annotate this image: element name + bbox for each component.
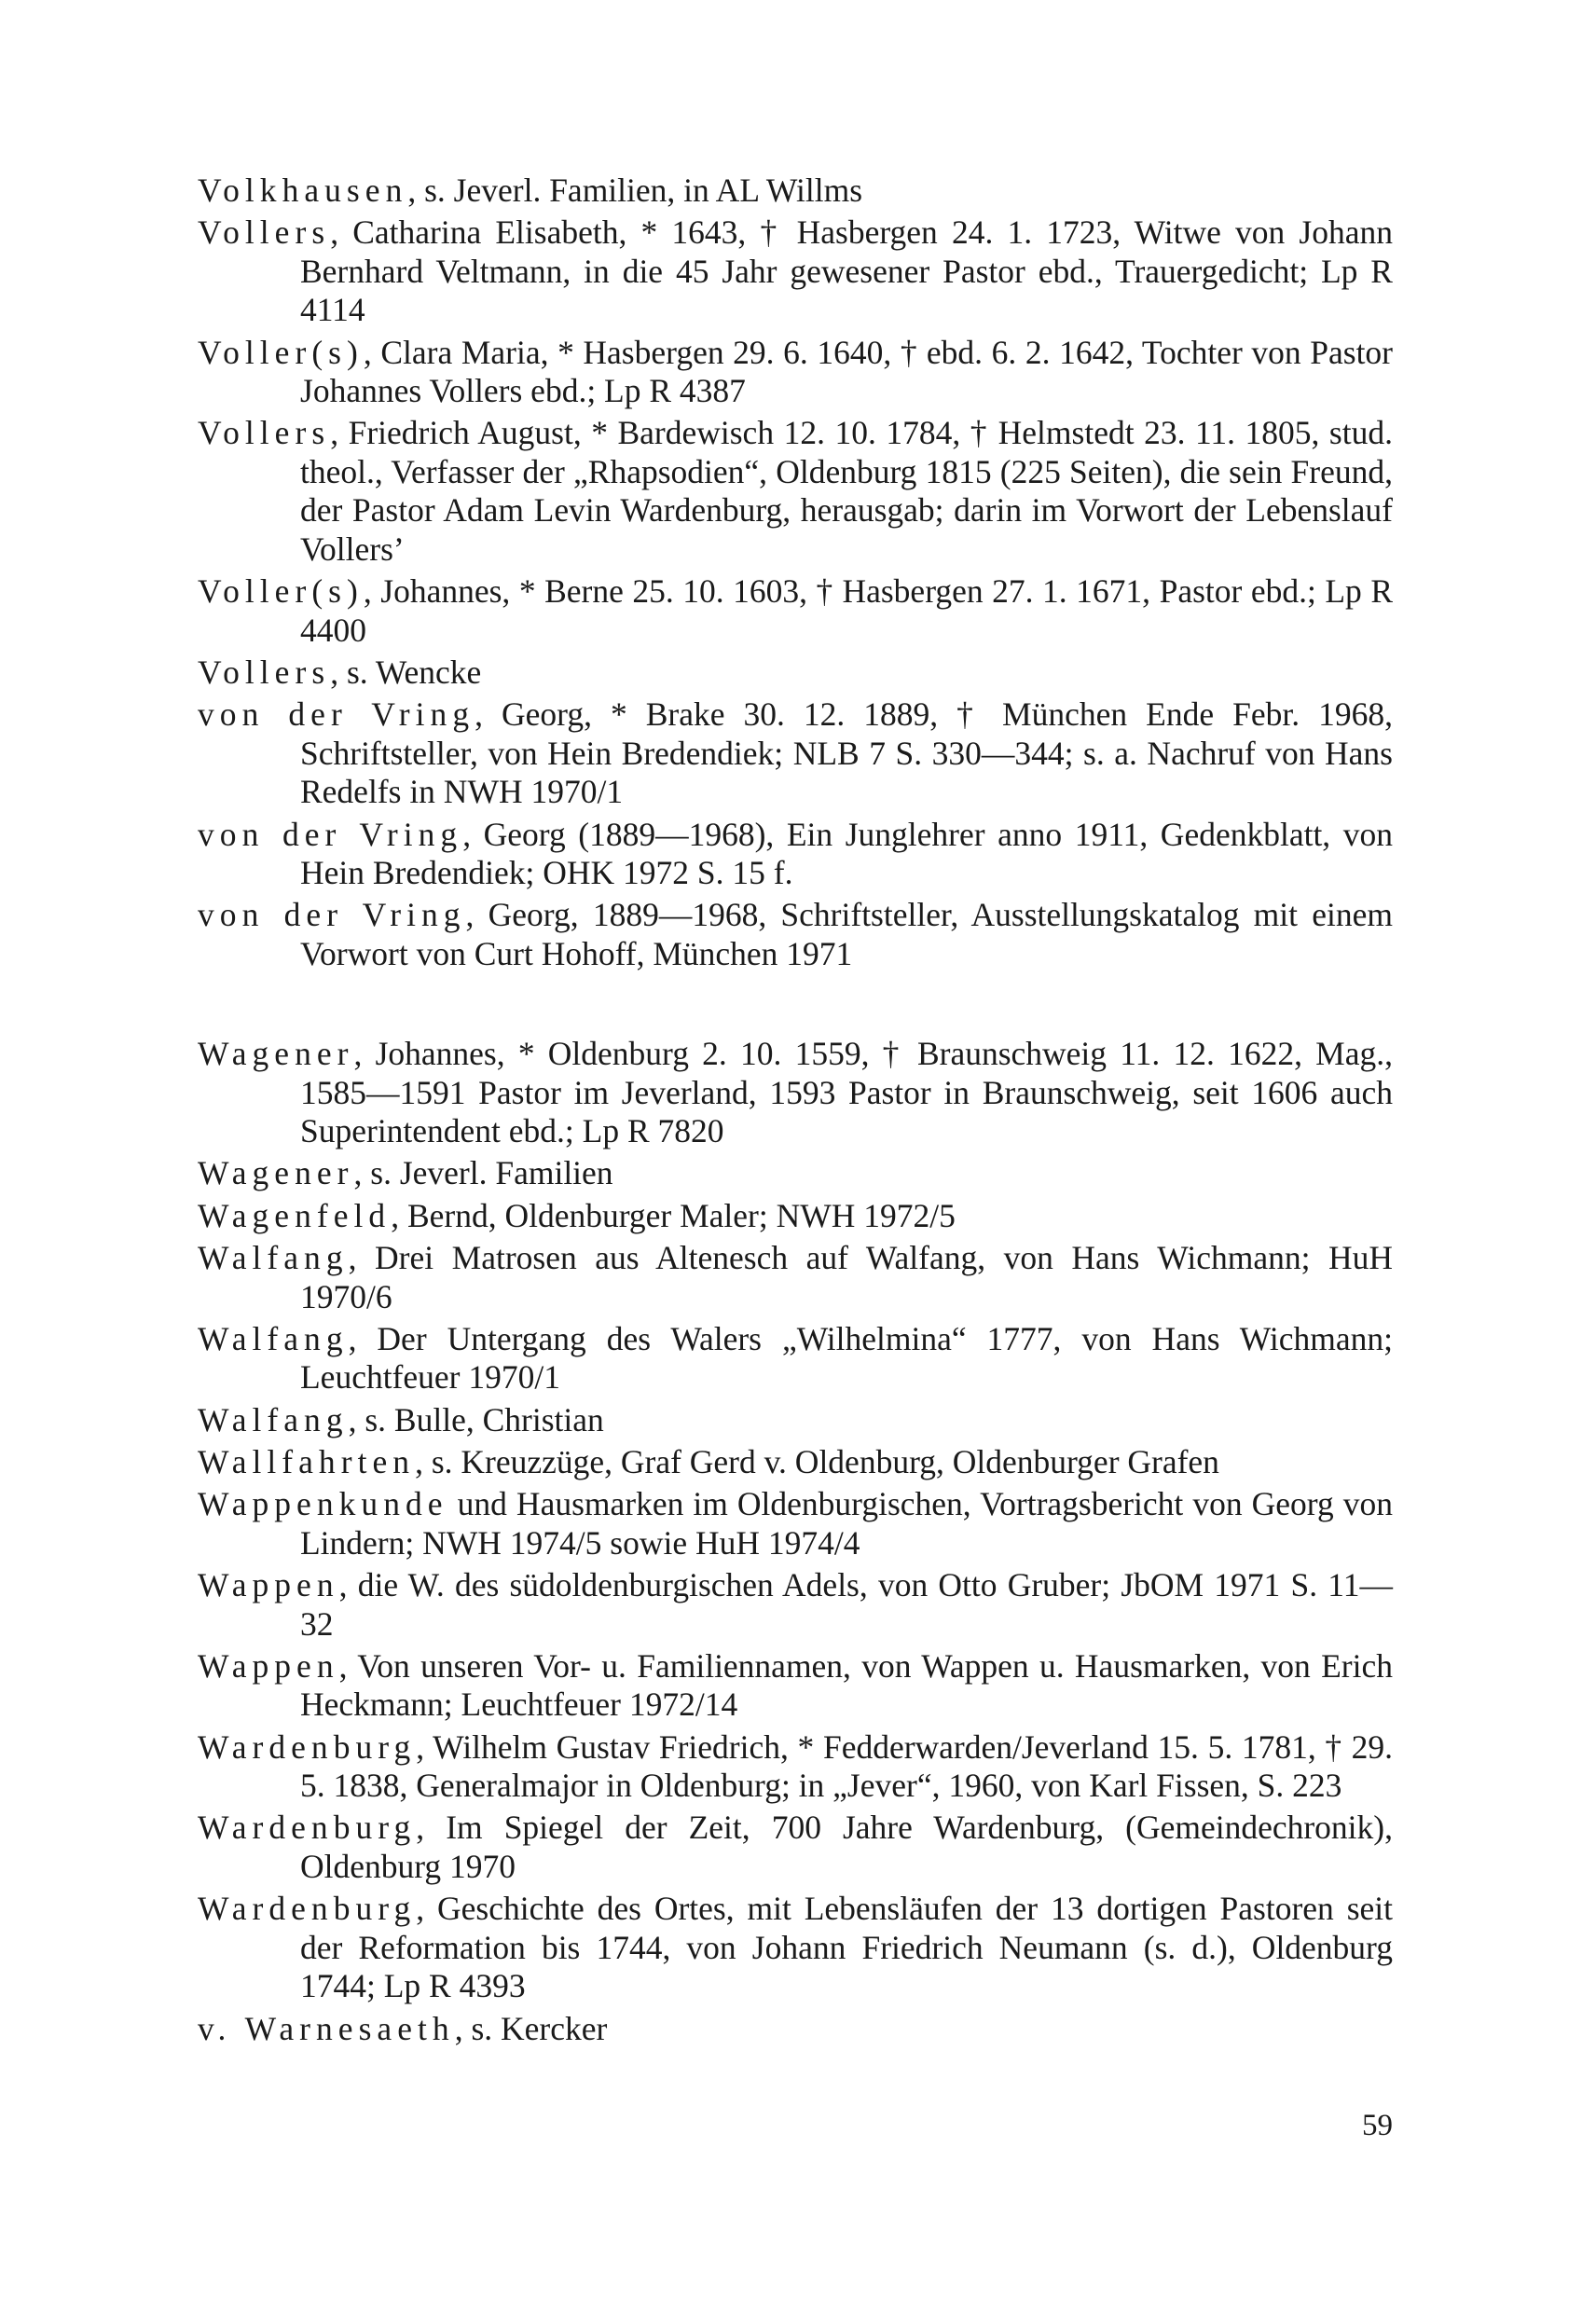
register-entry [198, 1890, 1393, 2006]
entry-headword: Voller(s) [198, 572, 364, 611]
section-w-entries [198, 1035, 1393, 2048]
section-gap [198, 977, 1393, 1035]
entry-text: , Clara Maria, * Hasbergen 29. 6. 1640, † ebd. 6. 2. 1642, Tochter von Pastor Johannes Vollers ebd.; Lp R 4387 [300, 333, 1393, 410]
page-number: 59 [1362, 2109, 1393, 2142]
entry-headword: Walfang [198, 1400, 349, 1438]
entry-text: , Georg (1889—1968), Ein Junglehrer anno 1911, Gedenkblatt, von Hein Bredendiek; OHK 1972 S. 15 f. [300, 815, 1393, 892]
section-v-entries [198, 172, 1393, 973]
entry-text: , Johannes, * Berne 25. 10. 1603, † Hasbergen 27. 1. 1671, Pastor ebd.; Lp R 4400 [300, 572, 1393, 649]
entry-text: , Wilhelm Gustav Friedrich, * Fedderwarden/Jeverland 15. 5. 1781, † 29. 5. 1838, Generalmajor in Oldenburg; in „Jever“, 1960, von Karl Fissen, S. 223 [300, 1727, 1393, 1805]
entry-headword: Wappenkunde [198, 1485, 448, 1523]
entry-headword: Wagenfeld [198, 1196, 392, 1234]
entry-text: , s. Kercker [454, 2009, 608, 2047]
entry-text: , s. Jeverl. Familien, in AL Willms [407, 172, 863, 209]
entry-text: , s. Wencke [330, 653, 482, 691]
entry-text: , Johannes, * Oldenburg 2. 10. 1559, † Braunschweig 11. 12. 1622, Mag., 1585—1591 Pastor im Jeverland, 1593 Pastor in Braunschweig, seit 1606 auch Superintendent ebd.; Lp R 7820 [300, 1035, 1393, 1150]
register-entry [198, 213, 1393, 330]
entry-headword: von der Vring [198, 896, 466, 934]
entry-headword: Wappen [198, 1566, 339, 1604]
register-entry [198, 1485, 1393, 1562]
entry-text: , Catharina Elisabeth, * 1643, † Hasbergen 24. 1. 1723, Witwe von Johann Bernhard Veltmann, in die 45 Jahr gewesener Pastor ebd., Trauergedicht; Lp R 4114 [300, 213, 1393, 329]
register-entry [198, 414, 1393, 569]
entry-headword: Voller(s) [198, 333, 364, 371]
register-entry [198, 1320, 1393, 1397]
entry-headword: Vollers [198, 213, 331, 252]
entry-text: , Bernd, Oldenburger Maler; NWH 1972/5 [391, 1196, 956, 1234]
entry-text: und Hausmarken im Oldenburgischen, Vortragsbericht von Georg von Lindern; NWH 1974/5 sowie HuH 1974/4 [300, 1485, 1393, 1562]
entry-headword: Vollers [198, 414, 331, 452]
entry-headword: v. Warnesaeth [198, 2009, 455, 2047]
register-entry [198, 572, 1393, 650]
entry-headword: Vollers [198, 653, 331, 691]
entry-text: , die W. des südoldenburgischen Adels, von Otto Gruber; JbOM 1971 S. 11—32 [300, 1566, 1393, 1643]
register-entry [198, 334, 1393, 411]
entry-headword: Wallfahrten [198, 1442, 416, 1480]
entry-headword: Wardenburg [198, 1890, 417, 1928]
entry-text: , Georg, 1889—1968, Schriftsteller, Ausstellungskatalog mit einem Vorwort von Curt Hohoff, München 1971 [300, 896, 1393, 972]
entry-text: , Im Spiegel der Zeit, 700 Jahre Wardenburg, (Gemeindechronik), Oldenburg 1970 [300, 1809, 1393, 1885]
entry-headword: Wagener [198, 1035, 354, 1073]
entry-text: , Von unseren Vor- u. Familiennamen, von Wappen u. Hausmarken, von Erich Heckmann; Leuchtfeuer 1972/14 [300, 1646, 1393, 1724]
register-entry [198, 816, 1393, 893]
register-entry [198, 1035, 1393, 1151]
register-entry [198, 654, 1393, 693]
entry-text: , Der Untergang des Walers „Wilhelmina“ 1777, von Hans Wichmann; Leuchtfeuer 1970/1 [300, 1319, 1393, 1397]
entry-text: , Georg, * Brake 30. 12. 1889, † München Ende Febr. 1968, Schriftsteller, von Hein Bredendiek; NLB 7 S. 330—344; s. a. Nachruf von Hans Redelfs in NWH 1970/1 [300, 695, 1393, 811]
register-entry [198, 1443, 1393, 1482]
entry-text: , Drei Matrosen aus Altenesch auf Walfang, von Hans Wichmann; HuH 1970/6 [300, 1239, 1393, 1315]
register-entry [198, 1728, 1393, 1806]
entry-headword: von der Vring [198, 695, 475, 734]
register-entry [198, 2010, 1393, 2049]
register-entry [198, 172, 1393, 211]
entry-headword: Wardenburg [198, 1809, 417, 1847]
register-entry [198, 1647, 1393, 1725]
entry-headword: Walfang [198, 1239, 349, 1277]
entry-text: , s. Kreuzzüge, Graf Gerd v. Oldenburg, Oldenburger Grafen [415, 1442, 1219, 1480]
entry-headword: Walfang [198, 1319, 349, 1357]
register-entry [198, 1239, 1393, 1316]
entry-headword: Wappen [198, 1646, 339, 1685]
entry-text: , s. Jeverl. Familien [353, 1154, 613, 1192]
register-entry [198, 695, 1393, 812]
register-entry [198, 1154, 1393, 1193]
entry-text: , Geschichte des Ortes, mit Lebensläufen der 13 dortigen Pastoren seit der Reformation bis 1744, von Johann Friedrich Neumann (s. d.), Oldenburg 1744; Lp R 4393 [300, 1890, 1393, 2005]
entry-headword: Wardenburg [198, 1727, 417, 1766]
entry-headword: Wagener [198, 1154, 354, 1192]
entry-text: , s. Bulle, Christian [348, 1400, 604, 1438]
entry-headword: Volkhausen [198, 172, 408, 209]
register-entry [198, 1401, 1393, 1440]
register-entry [198, 1566, 1393, 1644]
register-entry [198, 896, 1393, 973]
register-entry [198, 1809, 1393, 1886]
entry-text: , Friedrich August, * Bardewisch 12. 10. 1784, † Helmstedt 23. 11. 1805, stud. theol., Verfasser der „Rhapsodien“, Oldenburg 1815 (225 Seiten), die sein Freund, der Pastor Adam Levin Wardenburg, herausgab; darin im Vorwort der Lebenslauf Vollers’ [300, 414, 1393, 568]
register-entry [198, 1197, 1393, 1236]
entry-headword: von der Vring [198, 815, 463, 853]
register-page [198, 172, 1393, 2052]
